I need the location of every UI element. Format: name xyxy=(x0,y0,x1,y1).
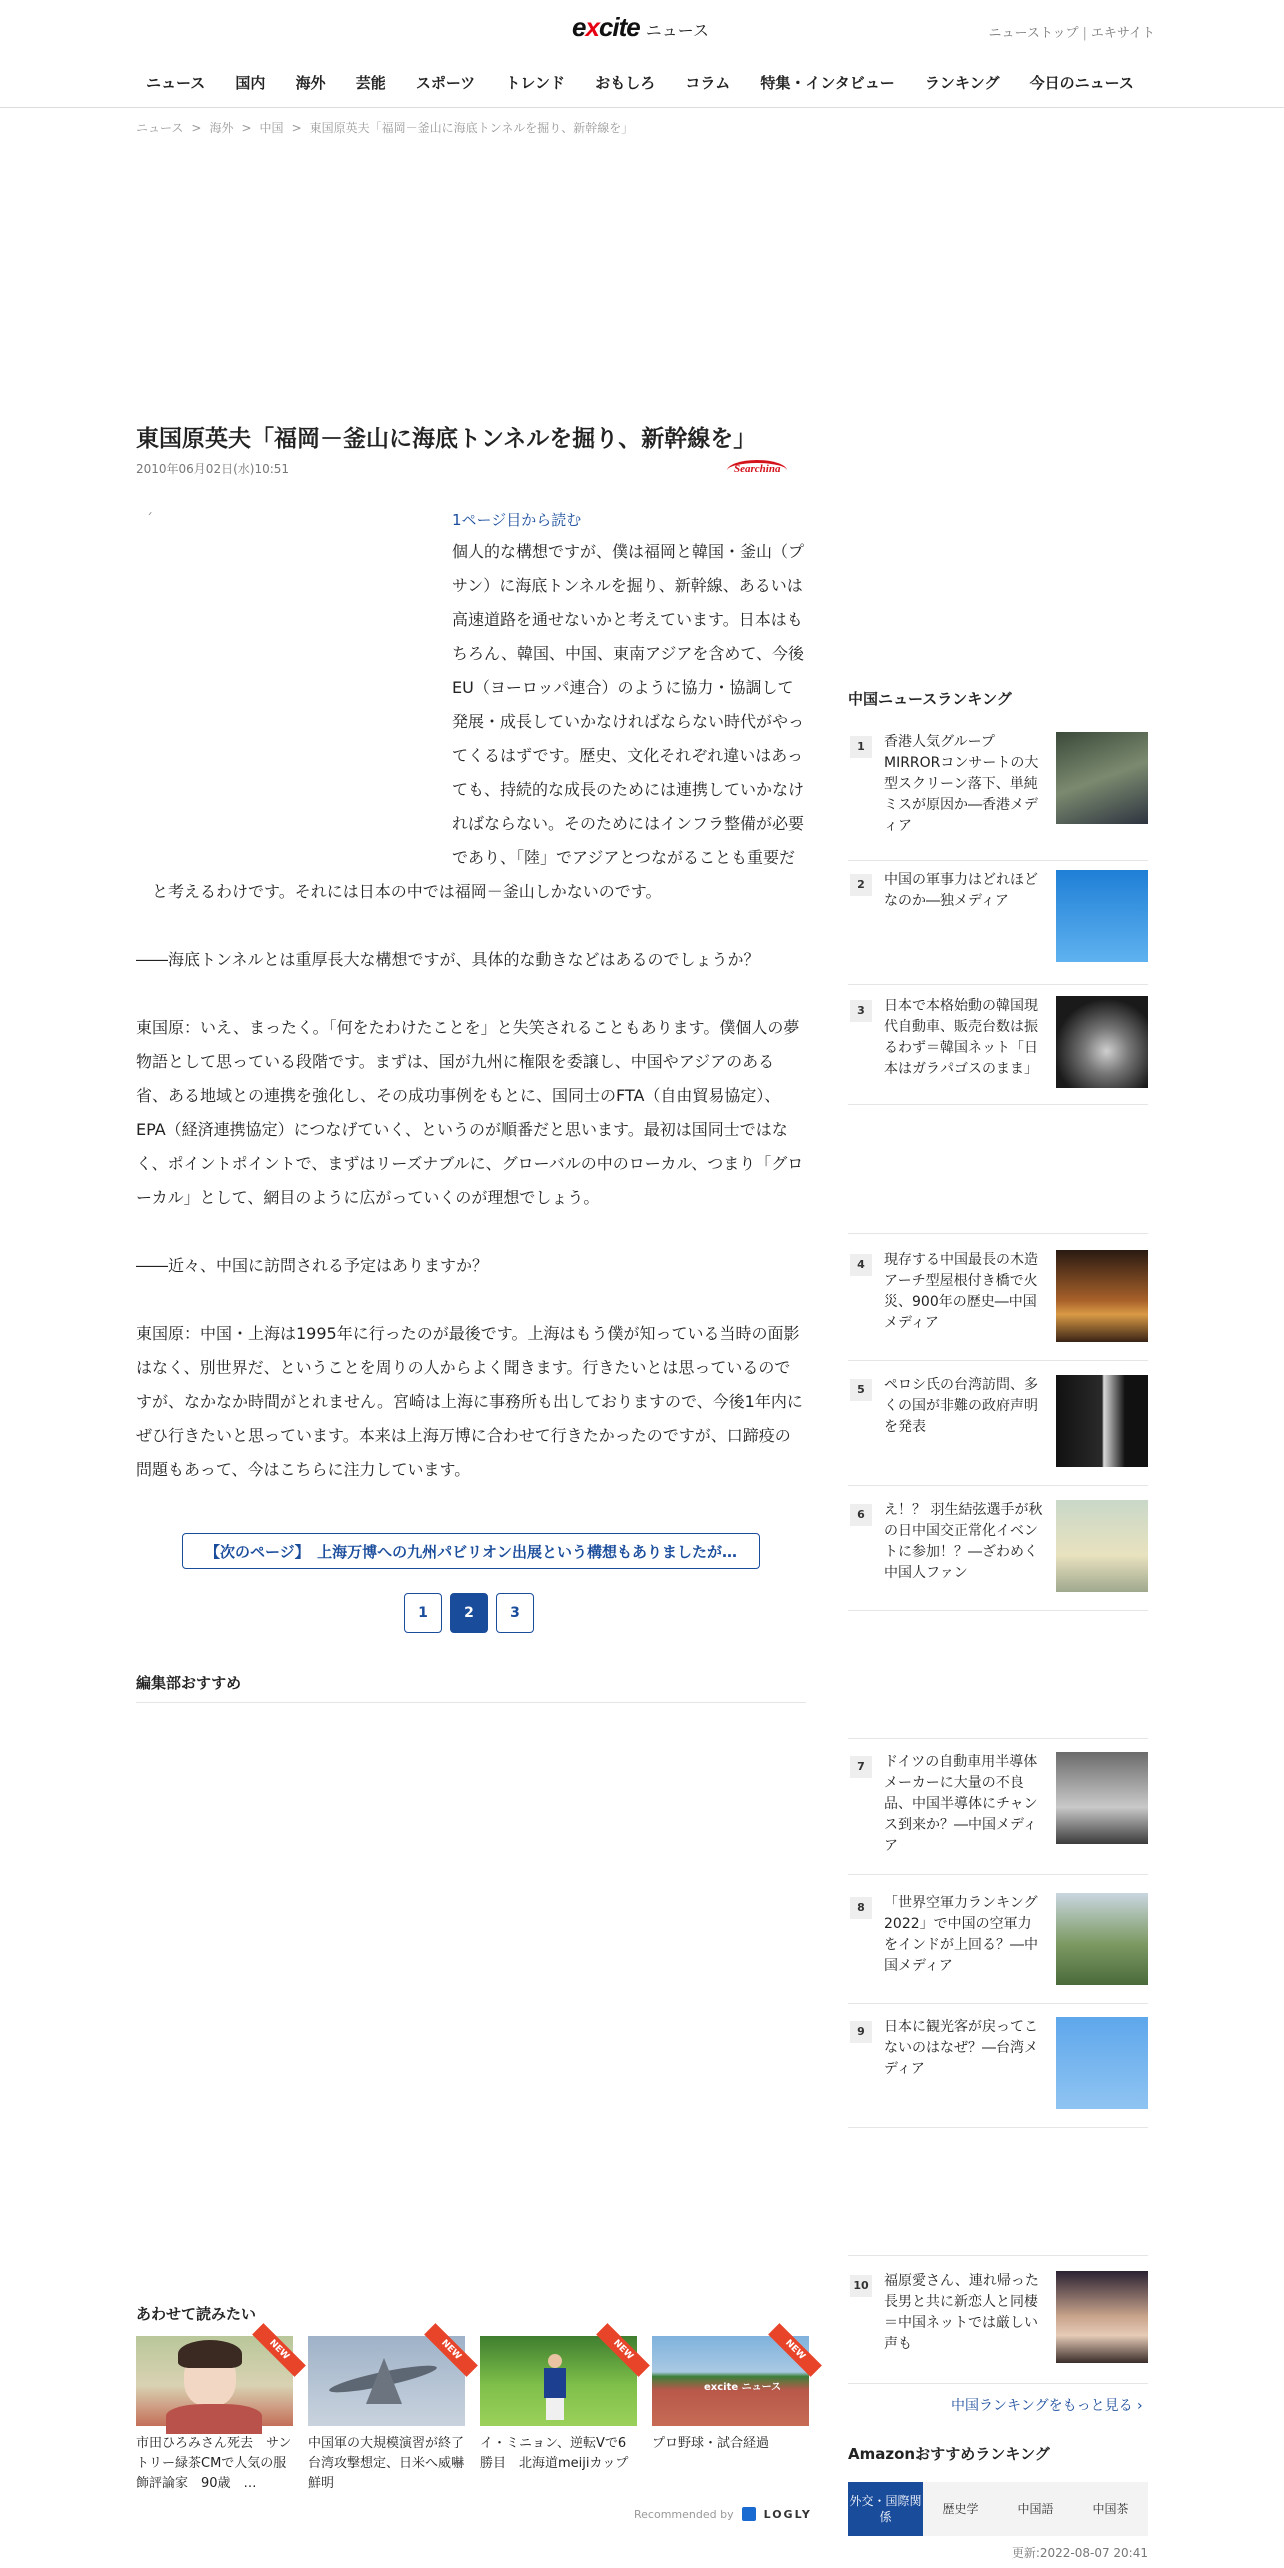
rank-thumbnail xyxy=(1056,2271,1148,2363)
ranking-item[interactable] xyxy=(848,870,1148,985)
divider xyxy=(848,1233,1148,1234)
nav-ranking[interactable]: ランキング xyxy=(924,74,1000,92)
nav-trend[interactable]: トレンド xyxy=(505,74,566,92)
breadcrumb-overseas[interactable]: 海外 xyxy=(209,121,234,135)
article-date: 2010年06月02日(水)10:51 xyxy=(136,462,290,476)
ranking-item[interactable] xyxy=(848,1500,1148,1611)
related-title: あわせて読みたい xyxy=(136,2305,257,2323)
pagination xyxy=(404,1593,534,1633)
related-thumbnail xyxy=(480,2336,637,2426)
ranking-title: 中国ニュースランキング xyxy=(848,690,1012,708)
breadcrumb-separator: > xyxy=(241,121,252,135)
breadcrumb-china[interactable]: 中国 xyxy=(259,121,284,135)
rank-title-text: 中国の軍事力はどれほどなのか―独メディア xyxy=(884,872,1038,909)
article-image-placeholder xyxy=(136,505,452,875)
tab-diplomacy[interactable]: 外交・国際関係 xyxy=(848,2482,923,2536)
excite-site-link[interactable]: エキサイト xyxy=(1090,26,1155,41)
nav-funny[interactable]: おもしろ xyxy=(595,74,656,92)
amazon-ranking-title: Amazonおすすめランキング xyxy=(848,2445,1050,2463)
logly-label: LOGLY xyxy=(763,2507,812,2521)
page-1-button[interactable]: 1 xyxy=(404,1593,442,1633)
ranking-item[interactable] xyxy=(848,1250,1148,1361)
breadcrumb-separator: > xyxy=(191,121,202,135)
related-item[interactable] xyxy=(136,2336,293,2494)
nav-features[interactable]: 特集・インタビュー xyxy=(760,74,895,92)
breadcrumb-news[interactable]: ニュース xyxy=(136,121,184,135)
rank-title-text: ドイツの自動車用半導体メーカーに大量の不良品、中国半導体にチャンス到来か？―中国メディア xyxy=(884,1754,1038,1854)
ranking-item[interactable] xyxy=(848,1375,1148,1486)
rank-number: 8 xyxy=(850,1897,872,1919)
rank-number: 6 xyxy=(850,1504,872,1526)
rank-number: 10 xyxy=(850,2275,872,2297)
amazon-tabs xyxy=(848,2482,1148,2536)
news-top-link[interactable]: ニューストップ xyxy=(988,26,1079,41)
rank-number: 1 xyxy=(850,736,872,758)
image-mark: ˊ xyxy=(146,512,153,528)
related-thumbnail xyxy=(136,2336,293,2426)
ranking-more-link[interactable]: 中国ランキングをもっと見る › xyxy=(951,2398,1143,2414)
nav-today-news[interactable]: 今日のニュース xyxy=(1029,74,1134,92)
tab-chinese-language[interactable]: 中国語 xyxy=(1017,2502,1054,2516)
nav-entertainment[interactable]: 芸能 xyxy=(355,74,386,92)
related-title-text: 市田ひろみさん死去 サントリー緑茶CMで人気の服飾評論家 90歳 … xyxy=(136,2436,292,2491)
rank-thumbnail xyxy=(1056,732,1148,824)
top-links-separator: | xyxy=(1082,26,1087,41)
related-item[interactable] xyxy=(480,2336,637,2494)
ranking-item[interactable] xyxy=(848,2017,1148,2128)
rank-number: 2 xyxy=(850,874,872,896)
rank-title-text: 「世界空軍力ランキング2022」で中国の空軍力をインドが上回る？―中国メディア xyxy=(884,1895,1038,1974)
rank-number: 4 xyxy=(850,1254,872,1276)
tab-chinese-tea[interactable]: 中国茶 xyxy=(1092,2502,1129,2516)
divider xyxy=(848,1738,1148,1739)
nav-domestic[interactable]: 国内 xyxy=(235,74,266,92)
global-nav xyxy=(140,72,1140,93)
article-paragraph: 個人的な構想ですが、僕は福岡と韓国・釜山（プサン）に海底トンネルを掘り、新幹線、あるいは高速道路を通せないかと考えています。日本はもちろん、韓国、中国、東南アジアを含めて、今後EU（ヨーロッパ連合）のように協力・協調して発展・成長していかなければならない時代がやってくるはずです。歴史、文化それぞれ違いはあっても、持続的な成長のためには連携していかなければならない。そのためにはインフラ整備が必要であり、「陸」でアジアとつながることも重要だと考えるわけです。それには日本の中では福岡－釜山しかないのです。 xyxy=(152,542,805,901)
rank-title-text: ペロシ氏の台湾訪問、多くの国が非難の政府声明を発表 xyxy=(884,1377,1038,1435)
related-title-text: イ・ミニョン、逆転Vで6勝目 北海道meijiカップ xyxy=(480,2436,629,2471)
new-badge: NEW xyxy=(424,2323,478,2377)
tab-history[interactable]: 歴史学 xyxy=(942,2502,979,2516)
logly-icon xyxy=(742,2507,756,2521)
excite-news-logo[interactable] xyxy=(572,12,709,43)
breadcrumb-current: 東国原英夫「福岡－釜山に海底トンネルを掘り、新幹線を」 xyxy=(309,121,634,135)
page-2-button[interactable]: 2 xyxy=(450,1593,488,1633)
ranking-item[interactable] xyxy=(848,996,1148,1105)
related-title-text: 中国軍の大規模演習が終了 台湾攻撃想定、日米へ威嚇鮮明 xyxy=(308,2436,478,2491)
chevron-right-icon: › xyxy=(1137,2398,1143,2414)
top-links xyxy=(989,22,1155,41)
rank-thumbnail xyxy=(1056,1752,1148,1844)
ranking-item[interactable] xyxy=(848,2271,1148,2384)
ranking-item[interactable] xyxy=(848,732,1148,861)
new-badge: NEW xyxy=(768,2323,822,2377)
recommended-by xyxy=(634,2507,812,2521)
breadcrumb xyxy=(136,119,633,136)
article-paragraph: 東国原：いえ、まったく。「何をたわけたことを」と失笑されることもあります。僕個人の夢物語として思っている段階です。まずは、国が九州に権限を委譲し、中国やアジアのある省、ある地域との連携を強化し、その成功事例をもとに、国同士のFTA（自由貿易協定）、EPA（経済連携協定）につなげていく、というのが順番だと思います。最初は国同士ではなく、ポイントポイントで、まずはリーズナブルに、グローバルの中のローカル、つまり「グローカル」として、網目のように広がっていくのが理想でしょう。 xyxy=(136,1018,804,1207)
nav-column[interactable]: コラム xyxy=(685,74,731,92)
logo-wordmark: excite xyxy=(572,12,640,42)
new-badge: NEW xyxy=(252,2323,306,2377)
rank-thumbnail xyxy=(1056,1500,1148,1592)
divider xyxy=(136,1702,806,1703)
rank-thumbnail xyxy=(1056,870,1148,962)
rank-thumbnail xyxy=(1056,1250,1148,1342)
rank-number: 3 xyxy=(850,1000,872,1022)
nav-sports[interactable]: スポーツ xyxy=(415,74,476,92)
related-title-text: プロ野球・試合経過 xyxy=(652,2436,770,2451)
related-item[interactable] xyxy=(308,2336,478,2494)
rank-thumbnail xyxy=(1056,2017,1148,2109)
editor-pick-title: 編集部おすすめ xyxy=(136,1674,242,1692)
searchina-logo: Searchina xyxy=(727,458,789,480)
site-header xyxy=(0,0,1284,108)
page-3-button[interactable]: 3 xyxy=(496,1593,534,1633)
related-item[interactable] xyxy=(652,2336,809,2494)
rank-number: 5 xyxy=(850,1379,872,1401)
rank-title-text: 日本で本格始動の韓国現代自動車、販売台数は振るわず＝韓国ネット「日本はガラパゴスのまま」 xyxy=(884,998,1038,1077)
ranking-item[interactable] xyxy=(848,1893,1148,2004)
rank-title-text: 香港人気グループMIRRORコンサートの大型スクリーン落下、単純ミスが原因か―香港メディア xyxy=(884,734,1039,834)
read-first-page-link[interactable]: 1ページ目から読む xyxy=(452,511,582,529)
updated-timestamp: 更新:2022-08-07 20:41 xyxy=(1011,2546,1148,2560)
article-body xyxy=(136,505,806,1521)
rank-title-text: 現存する中国最長の木造アーチ型屋根付き橋で火災、900年の歴史―中国メディア xyxy=(884,1252,1038,1331)
breadcrumb-separator: > xyxy=(291,121,302,135)
article-paragraph: ――近々、中国に訪問される予定はありますか？ xyxy=(136,1256,489,1275)
related-thumbnail xyxy=(652,2336,809,2426)
rank-number: 7 xyxy=(850,1756,872,1778)
nav-news[interactable]: ニュース xyxy=(146,74,206,92)
rank-thumbnail xyxy=(1056,1893,1148,1985)
logo-news-label: ニュース xyxy=(645,21,709,40)
rank-thumbnail xyxy=(1056,996,1148,1088)
article-paragraph: 東国原：中国・上海は1995年に行ったのが最後です。上海はもう僕が知っている当時の面影はなく、別世界だ、ということを周りの人からよく聞きます。行きたいとは思っているのですが、なかなか時間がとれません。宮崎は上海に事務所も出しておりますので、今後1年内にぜひ行きたいと思っています。本来は上海万博に合わせて行きたかったのですが、口蹄疫の問題もあって、今はこちらに注力しています。 xyxy=(136,1324,803,1479)
rank-title-text: 福原愛さん、連れ帰った長男と共に新恋人と同棲＝中国ネットでは厳しい声も xyxy=(884,2273,1039,2352)
rank-title-text: え！？ 羽生結弦選手が秋の日中国交正常化イベントに参加！？―ざわめく中国人ファン xyxy=(884,1502,1043,1581)
thumbnail-watermark: excite ニュース xyxy=(704,2382,782,2393)
new-badge: NEW xyxy=(596,2323,650,2377)
next-page-button[interactable]: 【次のページ】 上海万博への九州パビリオン出展という構想もありましたが… xyxy=(182,1533,760,1569)
ranking-item[interactable] xyxy=(848,1752,1148,1875)
related-thumbnail xyxy=(308,2336,465,2426)
related-articles xyxy=(136,2336,806,2494)
article-title: 東国原英夫「福岡－釜山に海底トンネルを掘り、新幹線を」 xyxy=(136,426,757,452)
rank-number: 9 xyxy=(850,2021,872,2043)
rank-title-text: 日本に観光客が戻ってこないのはなぜ？―台湾メディア xyxy=(884,2019,1038,2077)
divider xyxy=(848,2255,1148,2256)
article-paragraph: ――海底トンネルとは重厚長大な構想ですが、具体的な動きなどはあるのでしょうか？ xyxy=(136,950,760,969)
recommended-by-label: Recommended by xyxy=(634,2507,734,2521)
nav-overseas[interactable]: 海外 xyxy=(295,74,326,92)
rank-thumbnail xyxy=(1056,1375,1148,1467)
